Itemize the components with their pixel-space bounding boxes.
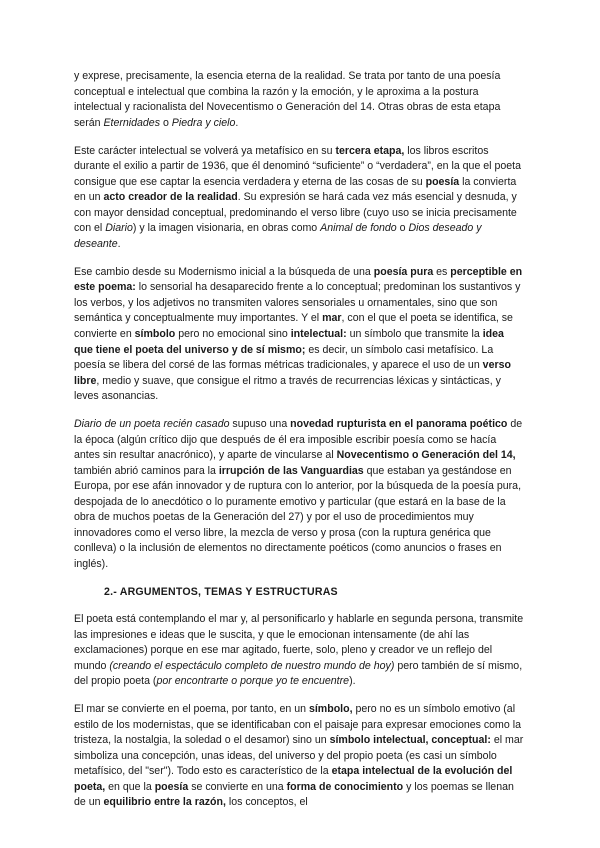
text-run: la convierta en un xyxy=(74,175,517,204)
bold-run: etapa intelectual de la evolución del poeta, xyxy=(74,765,513,793)
paragraph-2 xyxy=(74,144,524,253)
bold-run: símbolo, xyxy=(308,703,353,716)
paragraph-4 xyxy=(74,417,524,572)
paragraph-3 xyxy=(74,265,524,405)
paragraph-1 xyxy=(74,69,524,131)
italic-run: Eternidades xyxy=(103,116,160,129)
text-run: ) y la imagen visionaria, en obras como xyxy=(132,222,321,235)
bold-run: perceptible en este poema: xyxy=(74,265,523,294)
bold-run: idea que tiene el poeta del universo y de sí mismo; xyxy=(74,327,504,356)
bold-run: mar xyxy=(322,312,342,325)
text-run: que estaban ya gestándose en Europa, por ese afán innovador y de ruptura con lo anterior, por la búsqueda de la poesía pura, despojada de lo anecdótico o lo puramente emotivo y particular (que estará en la base de la obra de muchos poetas de la Generación del 27) y por el uso de procedimientos muy innovadores como el verso libre, la mezcla de verso y prosa (con la ruptura genérica que conlleva) o la inclusión de elementos no directamente poéticos (como anuncios o frases en inglés). xyxy=(74,464,522,571)
text-run: , con el que el poeta se identifica, se convierte en xyxy=(74,312,513,340)
text-run: Este carácter intelectual se volverá ya metafísico en su xyxy=(74,144,336,157)
bold-run: poesía pura xyxy=(373,265,434,278)
bold-run: intelectual: xyxy=(290,327,347,340)
text-run: y exprese, precisamente, la esencia eterna de la realidad. Se trata por tanto de una poesía conceptual e intelectual que combina la razón y la emoción, y le aproxima a la postura intelectual y racionalista del Novecentismo o Generación del 14. Otras obras de esta etapa serán xyxy=(74,70,501,129)
bold-run: poesía xyxy=(425,175,460,188)
italic-run: Diario xyxy=(105,222,133,235)
text-run: . Su expresión se hará cada vez más esencial y desnuda, y con mayor densidad conceptual, predominando el verso libre (cuyo uso se inicia precisamente con el xyxy=(74,191,517,235)
text-run: Ese cambio desde su Modernismo inicial a la búsqueda de una xyxy=(74,265,374,278)
text-run: es decir, un símbolo casi metafísico. La poesía se libera del corsé de las formas métricas tradicionales, y aparece el uso de un xyxy=(74,343,494,372)
italic-run: Diario de un poeta recién casado xyxy=(74,418,230,431)
paragraph-5 xyxy=(74,612,524,690)
text-run: es xyxy=(433,265,451,278)
text-run: , medio y suave, que consigue el ritmo a través de recurrencias léxicas y sintácticas, y leves asonancias. xyxy=(74,374,501,403)
bold-run: novedad rupturista en el panorama poético xyxy=(290,418,508,431)
text-run: pero también de sí mismo, del propio poeta ( xyxy=(74,659,523,688)
text-run: supuso una xyxy=(229,418,291,431)
text-run: lo sensorial ha desaparecido frente a lo conceptual; predominan los sustantivos y los verbos, y los adjetivos no transmiten valores sensoriales u ornamentales, sino que son semántica y conceptualmente muy importantes. Y el xyxy=(74,281,521,325)
bold-run: símbolo xyxy=(134,327,176,340)
section-heading: 2.- ARGUMENTOS, TEMAS Y ESTRUCTURAS xyxy=(104,585,338,598)
text-run: . xyxy=(235,116,239,129)
italic-run: (creando el espectáculo completo de nuestro mundo de hoy) xyxy=(109,659,395,672)
bold-run: forma de conocimiento xyxy=(286,780,404,793)
bold-run: Novecentismo o Generación del 14, xyxy=(336,449,516,462)
text-run: pero no es un símbolo emotivo (al estilo de los modernistas, que se identificaban con el paisaje para expresar emociones como la tristeza, la nostalgia, la soledad o el desamor) sino un xyxy=(74,703,521,747)
italic-run: por encontrarte o porque yo te encuentre xyxy=(156,675,350,688)
bold-run: poesía xyxy=(154,780,189,793)
text-run: un símbolo que transmite la xyxy=(346,327,483,340)
bold-run: símbolo intelectual, conceptual: xyxy=(329,734,491,747)
text-run: . xyxy=(117,237,121,250)
italic-run: Animal de fondo xyxy=(320,222,397,235)
text-run: El poeta está contemplando el mar y, al personificarlo y hablarle en segunda persona, transmite las impresiones e ideas que le suscita, y que le emocionan intensamente (de ahí las exclamaciones) porque en ese mar agitado, fuerte, solo, pleno y creador ve un reflejo del mundo xyxy=(74,612,524,672)
text-run: y los poemas se llenan de un xyxy=(74,780,514,809)
text-run: el mar simboliza una concepción, unas ideas, del universo y del propio poeta (es casi un símbolo metafísico, del "ser"). Todo esto es característico de la xyxy=(74,734,524,778)
text-run: El mar se convierte en el poema, por tanto, en un xyxy=(74,703,309,716)
bold-run: verso libre xyxy=(74,359,511,387)
text-run: los conceptos, el xyxy=(225,796,308,809)
text-run: se convierte en una xyxy=(188,780,287,793)
text-run: de la época (algún crítico dijo que después de él era imposible escribir poesía como se hacía antes sin resultar anacrónico), y aparte de vincularse al xyxy=(74,418,523,462)
paragraph-6 xyxy=(74,702,524,811)
text-run: o xyxy=(396,222,409,235)
bold-run: irrupción de las Vanguardias xyxy=(218,464,364,477)
bold-run: tercera etapa, xyxy=(335,144,405,157)
italic-run: Dios deseado y deseante xyxy=(74,222,482,250)
document-body xyxy=(74,69,524,823)
bold-run: equilibrio entre la razón, xyxy=(103,796,226,809)
text-run: también abrió caminos para la xyxy=(74,464,219,477)
text-run: ). xyxy=(349,675,356,688)
bold-run: acto creador de la realidad xyxy=(103,191,238,204)
text-run: los libros escritos durante el exilio a partir de 1936, que él denominó “suficiente” o “verdadera”, en la que el poeta consigue que ese captar la esencia verdadera y eterna de las cosas de su xyxy=(74,144,521,188)
text-run: en que la xyxy=(105,780,155,793)
text-run: pero no emocional sino xyxy=(175,327,291,340)
text-run: o xyxy=(160,116,172,129)
italic-run: Piedra y cielo xyxy=(171,116,236,129)
